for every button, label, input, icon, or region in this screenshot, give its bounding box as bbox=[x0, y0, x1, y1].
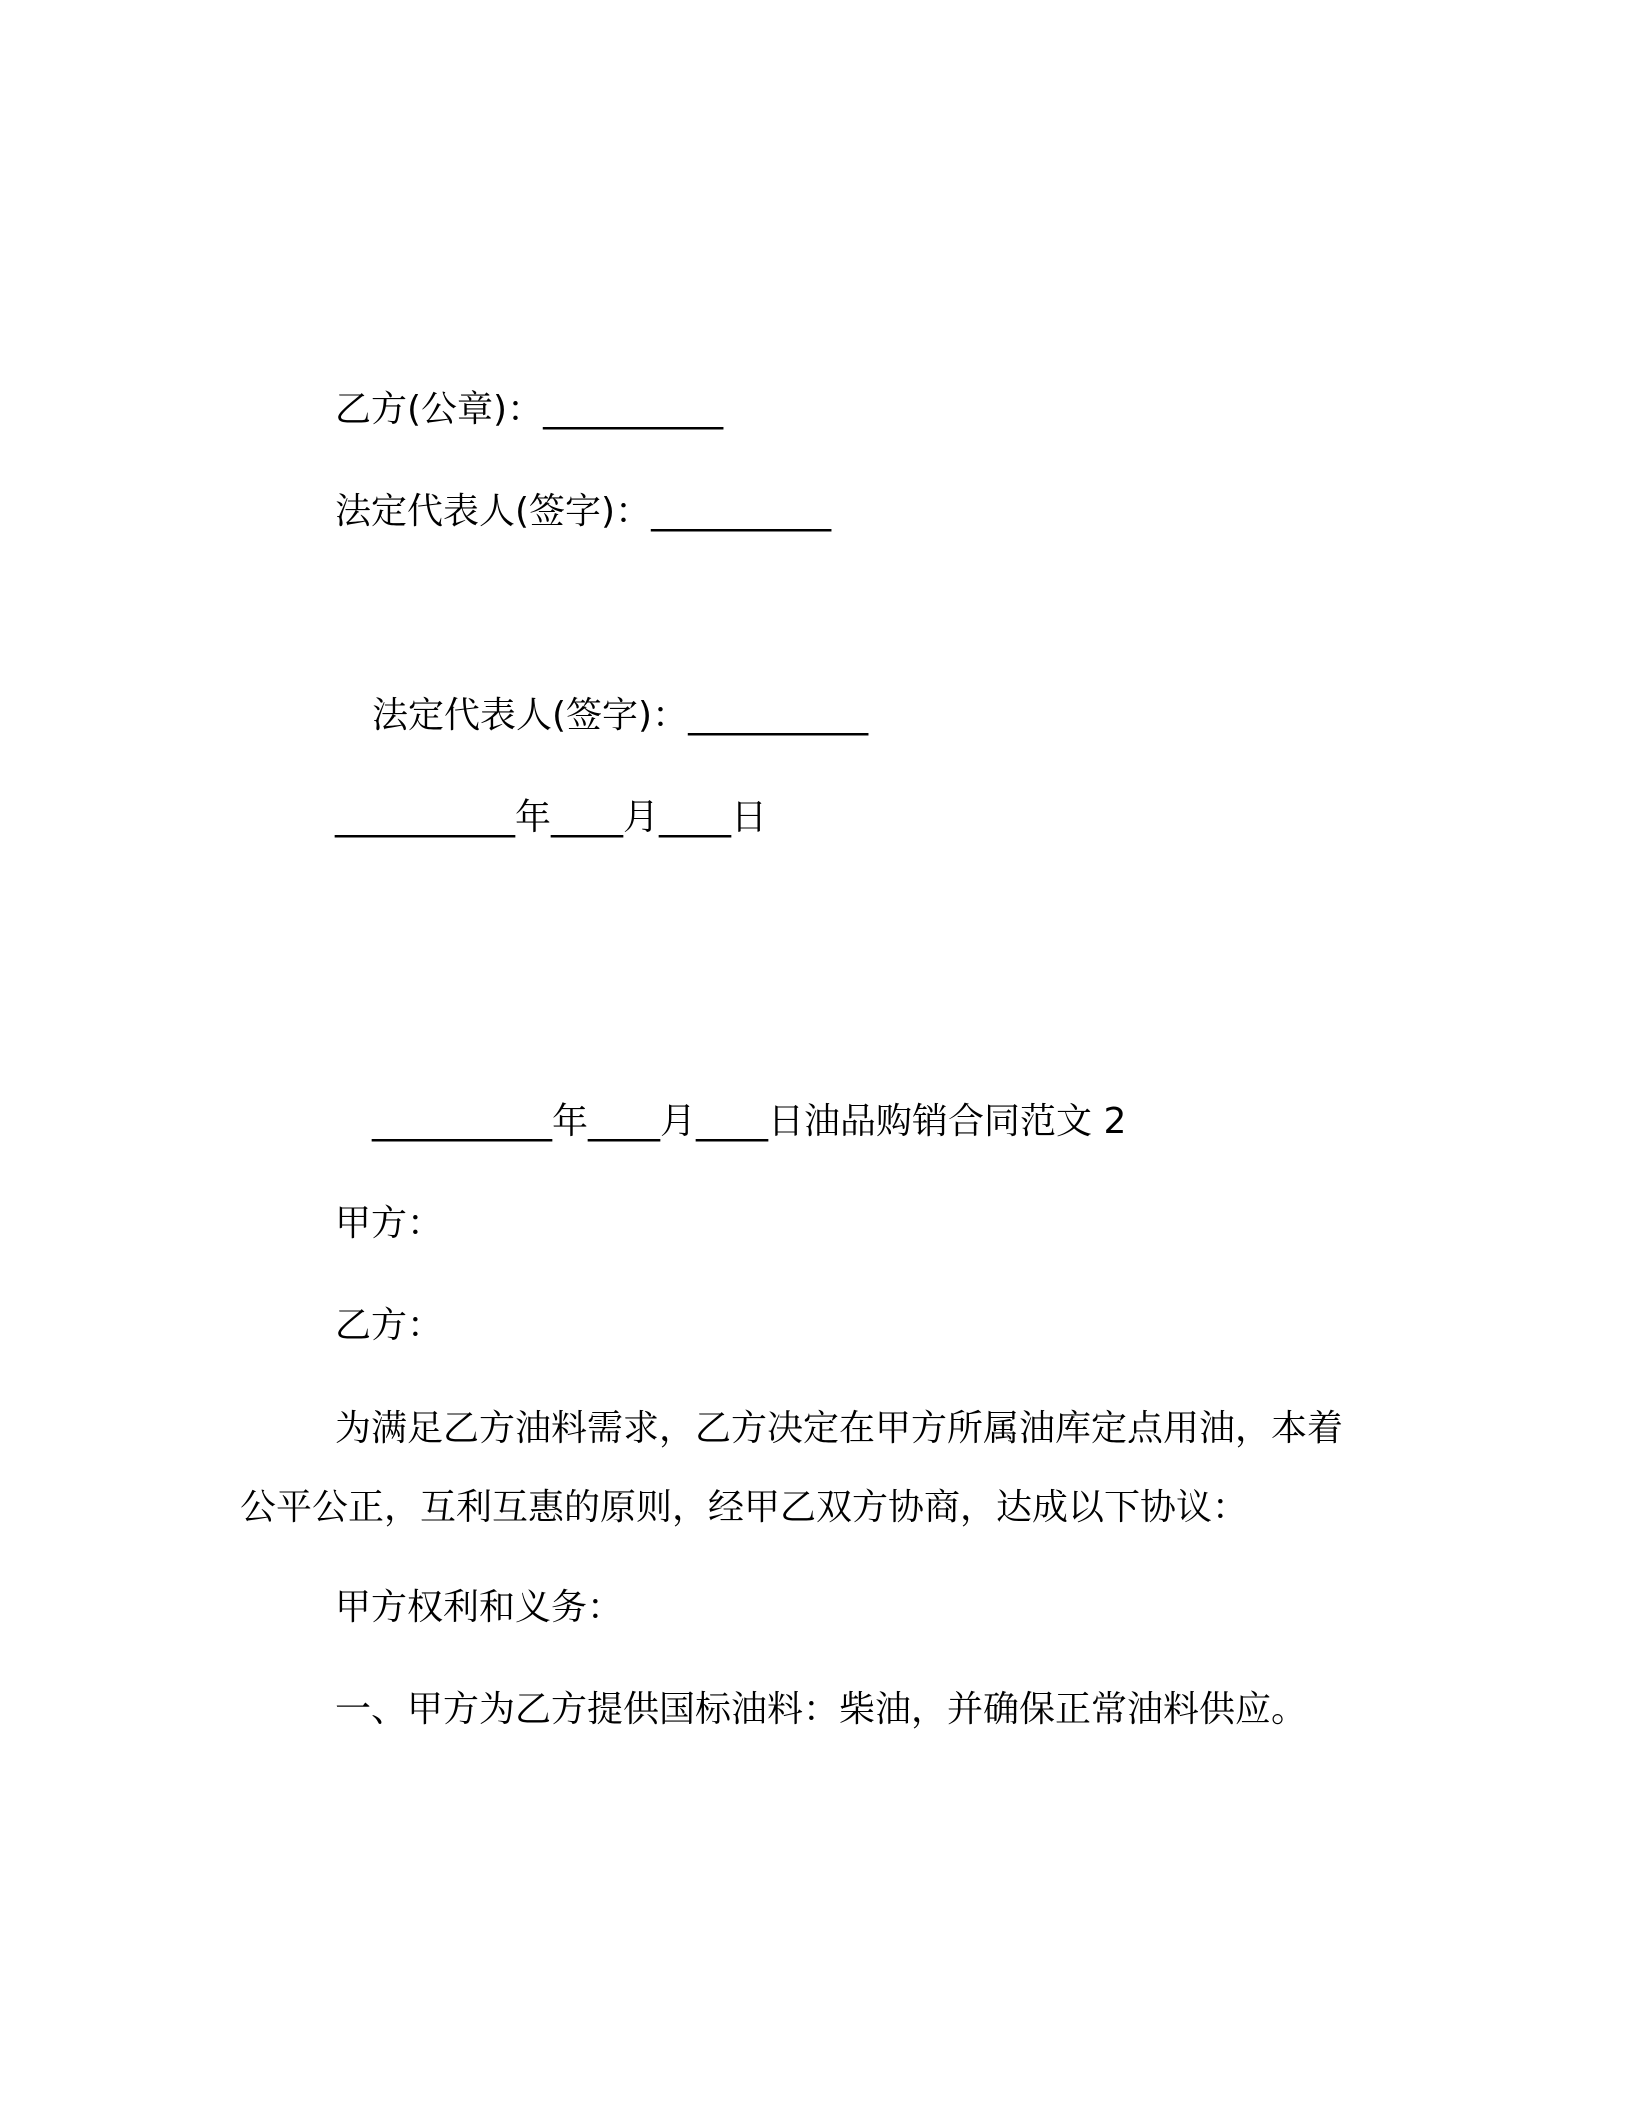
legal-representative-signature-line-2: 法定代表人(签字)：__________ bbox=[372, 695, 869, 736]
intro-paragraph-line-1: 为满足乙方油料需求，乙方决定在甲方所属油库定点用油，本着 bbox=[335, 1408, 1344, 1449]
party-a-rights-heading: 甲方权利和义务： bbox=[335, 1587, 624, 1628]
signature-date-line: __________年____月____日 bbox=[335, 797, 767, 838]
party-a-label: 甲方： bbox=[335, 1203, 444, 1244]
party-b-label: 乙方： bbox=[335, 1305, 444, 1346]
party-b-seal-line: 乙方(公章)：__________ bbox=[335, 389, 724, 430]
intro-paragraph-line-2: 公平公正，互利互惠的原则，经甲乙双方协商，达成以下协议： bbox=[240, 1487, 1249, 1528]
legal-representative-signature-line: 法定代表人(签字)：__________ bbox=[335, 491, 832, 532]
contract-title: __________年____月____日油品购销合同范文 2 bbox=[372, 1101, 1127, 1142]
clause-1: 一、甲方为乙方提供国标油料：柴油，并确保正常油料供应。 bbox=[335, 1689, 1308, 1730]
